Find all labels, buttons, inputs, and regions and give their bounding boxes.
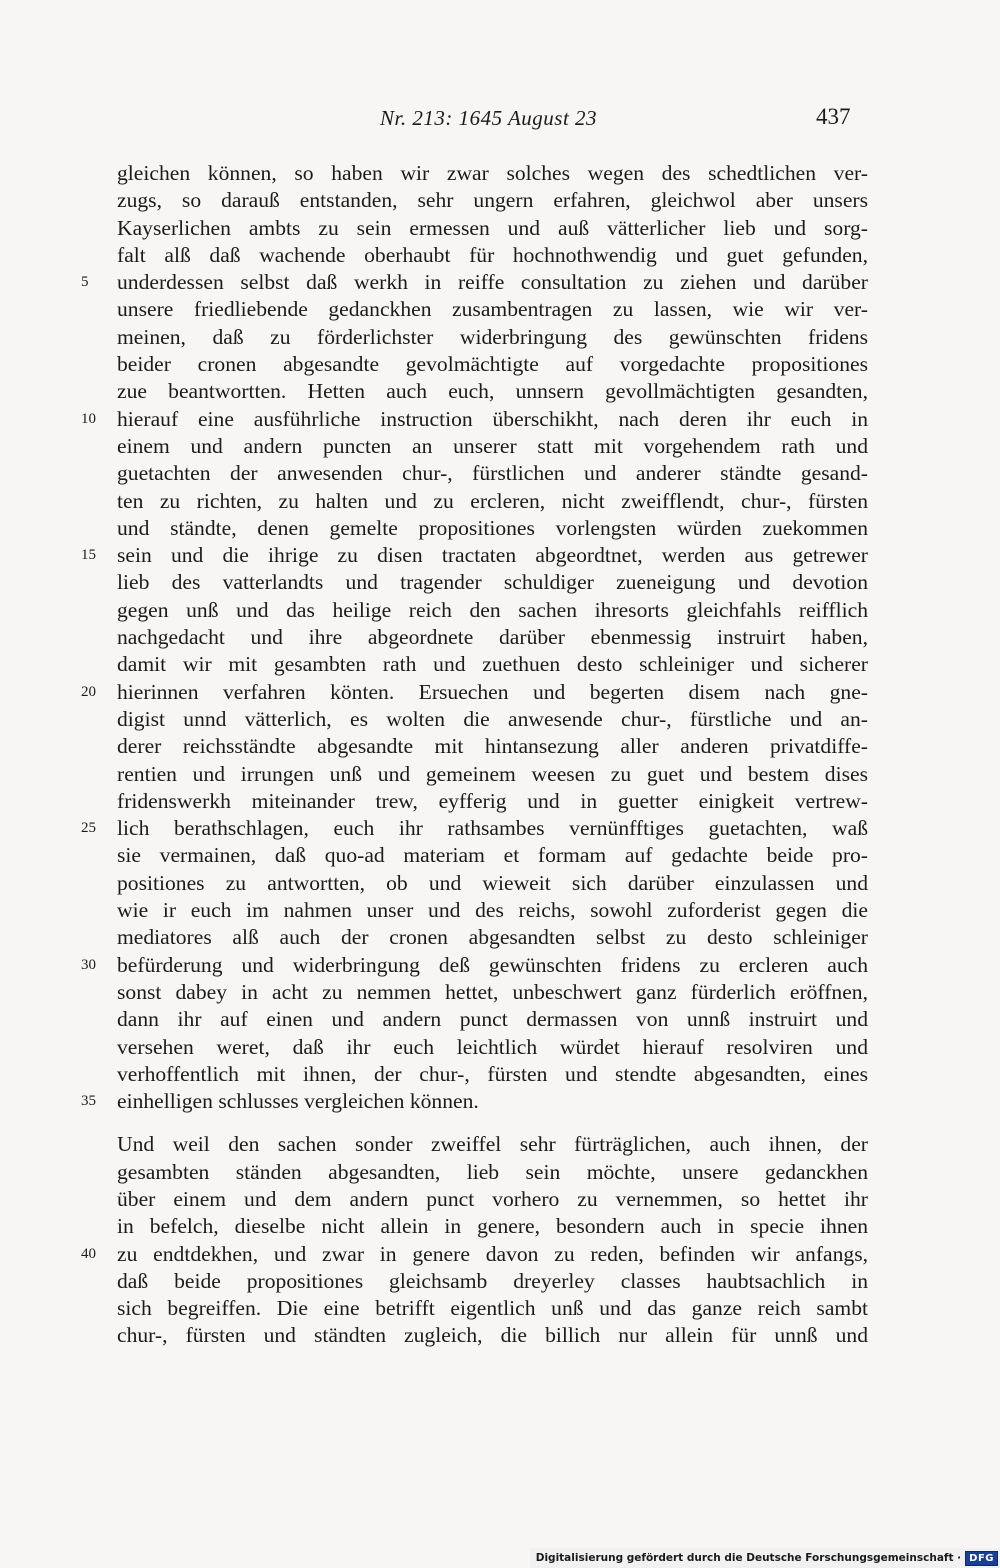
line-text: digist unnd vätterlich, es wolten die anwesende chur-, fürstliche und an- (117, 706, 868, 731)
text-line (117, 1061, 868, 1088)
line-text: positiones zu antwortten, ob und wieweit sich darüber einzulassen und (117, 870, 868, 895)
text-line (117, 1322, 868, 1349)
line-text: lich berathschlagen, euch ihr rathsambes vernünfftiges guetachten, waß (117, 816, 868, 841)
line-text: hierauf eine ausführliche instruction überschikht, nach deren ihr euch in (117, 406, 868, 431)
line-text: damit wir mit gesambten rath und zuethuen desto schleiniger und sicherer (117, 652, 868, 677)
line-text: falt alß daß wachende oberhaubt für hochnothwendig und guet gefunden, (117, 242, 868, 267)
line-text: sie vermainen, daß quo-ad materiam et formam auf gedachte beide pro- (117, 843, 868, 868)
line-text: rentien und irrungen unß und gemeinem weesen zu guet und bestem dises (117, 761, 868, 786)
line-text: sich begreiffen. Die eine betrifft eigentlich unß und das ganze reich sambt (117, 1296, 868, 1321)
text-line (117, 979, 868, 1006)
line-text: zugs, so darauß entstanden, sehr ungern erfahren, gleichwol aber unsers (117, 188, 868, 213)
line-text: über einem und dem andern punct vorhero zu vernemmen, so hettet ihr (117, 1186, 868, 1211)
line-text: gleichen können, so haben wir zwar solches wegen des schedtlichen ver- (117, 161, 868, 185)
text-line (117, 1213, 868, 1240)
text-line (117, 924, 868, 951)
text-line (117, 1006, 868, 1033)
dfg-logo: DFG (965, 1551, 998, 1566)
text-line (117, 597, 868, 624)
text-line (81, 952, 868, 979)
line-text: zue beantwortten. Hetten auch euch, unnsern gevollmächtigten gesandten, (117, 379, 868, 404)
text-line (117, 1268, 868, 1295)
line-text: wie ir euch im nahmen unser und des reichs, sowohl zuforderist gegen die (117, 898, 868, 923)
line-number: 20 (81, 683, 96, 700)
line-number: 10 (81, 410, 96, 427)
line-text: fridenswerkh miteinander trew, eyfferig und in guetter einigkeit vertrew- (117, 788, 868, 813)
line-text: gegen unß und das heilige reich den sachen ihresorts gleichfahls reifflich (117, 597, 868, 622)
text-line (117, 1034, 868, 1061)
digitization-credit-bar (530, 1548, 1000, 1568)
line-text: daß beide propositiones gleichsamb dreyerley classes haubtsachlich in (117, 1268, 868, 1293)
text-line (117, 433, 868, 460)
text-line (117, 733, 868, 760)
line-text: ten zu richten, zu halten und zu ercleren, nicht zweifflendt, chur-, fürsten (117, 488, 868, 513)
line-text: gesambten ständen abgesandten, lieb sein möchte, unsere gedanckhen (117, 1159, 868, 1184)
text-line (81, 269, 868, 296)
line-text: zu endtdekhen, und zwar in genere davon zu reden, befinden wir anfangs, (117, 1241, 868, 1266)
line-number: 15 (81, 547, 96, 564)
line-text: sein und die ihrige zu disen tractaten abgeordtnet, werden aus getrewer (117, 543, 868, 568)
text-line (117, 1295, 868, 1322)
line-text: underdessen selbst daß werkh in reiffe consultation zu ziehen und darüber (117, 270, 868, 295)
line-text: Und weil den sachen sonder zweiffel sehr fürträglichen, auch ihnen, der (117, 1132, 868, 1157)
text-line (117, 651, 868, 678)
text-line (117, 296, 868, 323)
page-number: 437 (816, 104, 851, 129)
line-number: 30 (81, 956, 96, 973)
line-text: unsere friedliebende gedanckhen zusambentragen zu lassen, wie wir ver- (117, 297, 868, 322)
line-text: chur-, fürsten und ständten zugleich, die billich nur allein für unnß und (117, 1323, 868, 1348)
text-line (81, 1088, 868, 1115)
line-text: verhoffentlich mit ihnen, der chur-, fürsten und stendte abgesandten, eines (117, 1061, 868, 1086)
line-text: Kayserlichen ambts zu sein ermessen und auß vätterlicher lieb und sorg- (117, 215, 868, 240)
text-line (117, 324, 868, 351)
text-line (117, 351, 868, 378)
line-text: lieb des vatterlandts und tragender schuldiger zueneigung und devotion (117, 570, 868, 595)
line-text: sonst dabey in acht zu nemmen hettet, unbeschwert ganz fürderlich eröffnen, (117, 979, 868, 1004)
line-text: einem und andern puncten an unserer statt mit vorgehendem rath und (117, 433, 868, 458)
text-line (117, 378, 868, 405)
line-text: dann ihr auf einen und andern punct dermassen von unnß instruirt und (117, 1007, 868, 1032)
line-text: versehen weret, daß ihr euch leichtlich würdet hierauf resolviren und (117, 1034, 868, 1059)
body-text (81, 160, 868, 1350)
line-text: nachgedacht und ihre abgeordnete darüber ebenmessig instruirt haben, (117, 625, 868, 650)
text-line (81, 542, 868, 569)
text-line (117, 215, 868, 242)
text-line (117, 160, 868, 187)
text-line (117, 242, 868, 269)
line-number: 35 (81, 1093, 96, 1110)
line-text: meinen, daß zu förderlichster widerbringung des gewünschten fridens (117, 324, 868, 349)
text-line (117, 488, 868, 515)
text-line (117, 1159, 868, 1186)
running-header-title: Nr. 213: 1645 August 23 (380, 106, 598, 130)
line-text: und ständte, denen gemelte propositiones vorlengsten würden zuekommen (117, 515, 868, 540)
line-text: mediatores alß auch der cronen abgesandten selbst zu desto schleiniger (117, 925, 868, 950)
text-line (81, 679, 868, 706)
line-text: derer reichsständte abgesandte mit hintansezung aller anderen privatdiffe- (117, 734, 868, 759)
text-line (81, 815, 868, 842)
text-line (117, 624, 868, 651)
text-line (117, 1186, 868, 1213)
digitization-credit: Digitalisierung gefördert durch die Deutsche Forschungsgemeinschaft · (535, 1552, 962, 1564)
text-line (117, 460, 868, 487)
line-text: befürderung und widerbringung deß gewünschten fridens zu ercleren auch (117, 952, 868, 977)
line-text: guetachten der anwesenden chur-, fürstlichen und anderer ständte gesand- (117, 461, 868, 486)
line-text: hierinnen verfahren könten. Ersuechen und begerten disem nach gne- (117, 679, 868, 704)
text-line (117, 788, 868, 815)
text-line (117, 515, 868, 542)
text-line (117, 897, 868, 924)
text-line (117, 569, 868, 596)
text-line (117, 870, 868, 897)
line-text: beider cronen abgesandte gevolmächtigte auf vorgedachte propositiones (117, 352, 868, 377)
text-line (117, 761, 868, 788)
text-line (117, 1131, 868, 1158)
line-number: 40 (81, 1245, 96, 1262)
line-number: 25 (81, 820, 96, 837)
text-line (81, 406, 868, 433)
text-line (81, 1241, 868, 1268)
line-text: in befelch, dieselbe nicht allein in genere, besondern auch in specie ihnen (117, 1214, 868, 1239)
line-number: 5 (81, 274, 89, 291)
line-text: einhelligen schlusses vergleichen können. (117, 1089, 479, 1114)
text-line (117, 706, 868, 733)
text-line (117, 187, 868, 214)
text-line (117, 842, 868, 869)
